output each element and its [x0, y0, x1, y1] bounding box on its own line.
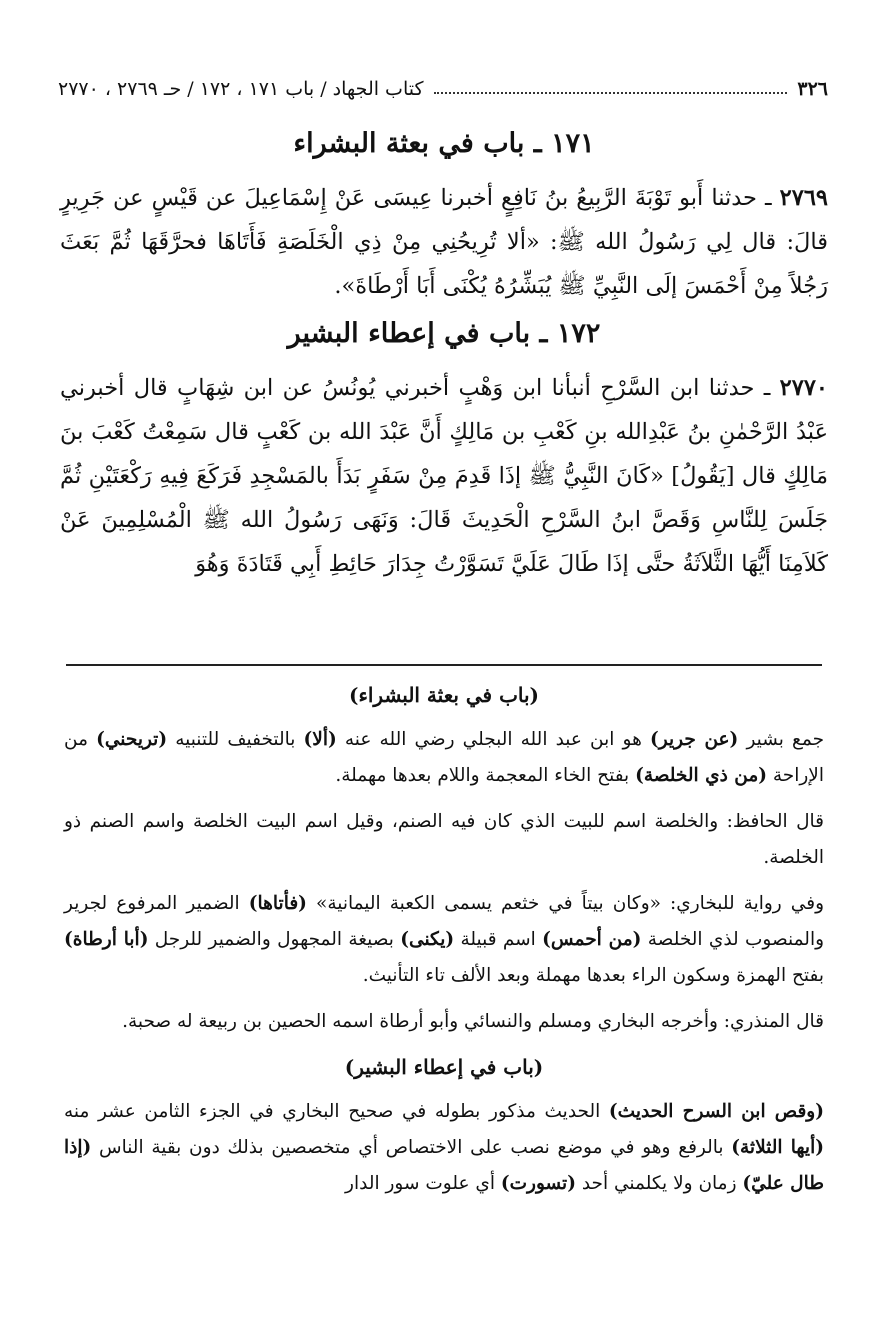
- main-text: [60, 124, 828, 592]
- text-run: اسم قبيلة: [454, 929, 543, 950]
- text-run: زمان ولا يكلمني أحد: [575, 1173, 743, 1194]
- bold-term: (تريحني): [96, 729, 168, 750]
- text-run: أي علوت سور الدار: [345, 1173, 501, 1194]
- commentary-heading-2: (باب في إعطاء البشير): [344, 1055, 544, 1079]
- chapter-heading-171: ١٧١ ـ باب في بعثة البشراء: [293, 128, 595, 159]
- text-run: جمع بشير: [738, 729, 825, 750]
- dotted-leader: [434, 92, 788, 94]
- bold-term: (فأتاها): [248, 893, 307, 914]
- commentary-paragraph: [64, 886, 824, 994]
- bold-term: (ألا): [303, 729, 337, 750]
- footnote-separator: [66, 664, 822, 666]
- bold-term: (إذا طال عليّ): [64, 1137, 824, 1194]
- bold-term: (أيها الثلاثة): [731, 1137, 824, 1158]
- hadith-number: ٢٧٧٠: [779, 375, 828, 401]
- hadith-text: ـ حدثنا أَبو تَوْبَةَ الرَّبِيعُ بنُ نَافِعٍ أخبرنا عِيسَى عَنْ إِسْمَاعِيلَ عن قَيْسٍ عن جَرِيرٍ قالَ: قال لِي رَسُولُ الله ﷺ: «ألا تُرِيحُنِي مِنْ ذِي الْخَلَصَةِ فَأَتَاهَا فحرَّقَهَا ثُمَّ بَعَثَ رَجُلاً مِنْ أَحْمَسَ إلَى النَّبِيِّ ﷺ يُبَشِّرُهُ يُكْنَى أَبَا أَرْطَاةَ».: [60, 185, 828, 299]
- commentary: [64, 678, 824, 1212]
- hadith-number: ٢٧٦٩: [779, 185, 828, 211]
- text-run: بصيغة المجهول والضمير للرجل: [148, 929, 401, 950]
- hadith-2769: [60, 176, 828, 308]
- text-run: بفتح الخاء المعجمة واللام بعدها مهملة.: [335, 765, 636, 786]
- text-run: بفتح الهمزة وسكون الراء بعدها مهملة وبعد الألف تاء التأنيث.: [362, 965, 824, 986]
- text-run: الضمير المرفوع لجرير والمنصوب لذي الخلصة: [64, 893, 825, 950]
- text-run: من الإراحة: [64, 729, 824, 786]
- bold-term: (يكنى): [400, 929, 455, 950]
- text-run: وفي رواية للبخاري: «وكان بيتاً في خثعم يسمى الكعبة اليمانية»: [306, 893, 824, 914]
- commentary-heading-1: (باب في بعثة البشراء): [348, 683, 540, 707]
- text-run: الحديث مذكور بطوله في صحيح البخاري في الجزء الثامن عشر منه: [64, 1101, 609, 1122]
- commentary-paragraph: قال المنذري: وأخرجه البخاري ومسلم والنسائي وأبو أرطاة اسمه الحصين بن ربيعة له صحبة.: [122, 1011, 824, 1032]
- bold-term: (من ذي الخلصة): [635, 765, 767, 786]
- commentary-paragraph: [64, 722, 824, 794]
- chapter-heading-172: ١٧٢ ـ باب في إعطاء البشير: [287, 318, 601, 349]
- hadith-text: ـ حدثنا ابن السَّرْحِ أنبأنا ابن وَهْبٍ أخبرني يُونُسُ عن ابن شِهَابٍ قال أخبرني عَبْدُ الرَّحْمٰنِ بنُ عَبْدِالله بنِ كَعْبِ بن مَالِكٍ أَنَّ عَبْدَ الله بن كَعْبٍ قال سَمِعْتُ كَعْبَ بنَ مَالِكٍ قال [يَقُولُ] «كَانَ النَّبِيُّ ﷺ إذَا قَدِمَ مِنْ سَفَرٍ بَدَأَ بالمَسْجِدِ فَرَكَعَ فِيهِ رَكْعَتَيْنِ ثُمَّ جَلَسَ لِلنَّاسِ وَقَصَّ ابنُ السَّرْحِ الْحَدِيثَ قَالَ: وَنَهَى رَسُولُ الله ﷺ الْمُسْلِمِينَ عَنْ كَلاَمِنَا أَيُّهَا الثَّلاَثَةُ حتَّى إذَا طَالَ عَلَيَّ تَسَوَّرْتُ جِدَارَ حَائِطِ أَبِي قَتَادَةَ وَهُوَ: [60, 375, 828, 577]
- commentary-paragraph: قال الحافظ: والخلصة اسم للبيت الذي كان فيه الصنم، وقيل اسم البيت الخلصة واسم الصنم ذو الخلصة.: [64, 811, 824, 868]
- text-run: بالرفع وهو في موضع نصب على الاختصاص أي متخصصين بذلك دون بقية الناس: [91, 1137, 732, 1158]
- commentary-paragraph: [64, 1094, 824, 1202]
- bold-term: (تسورت): [500, 1173, 576, 1194]
- text-run: هو ابن عبد الله البجلي رضي الله عنه: [336, 729, 650, 750]
- bold-term: (وقص ابن السرح الحديث): [608, 1101, 824, 1122]
- page-number: ٣٢٦: [797, 78, 828, 100]
- hadith-2770: [60, 366, 828, 586]
- bold-term: (من أحمس): [542, 929, 642, 950]
- bold-term: (أبا أرطاة): [64, 929, 149, 950]
- running-header: [58, 74, 828, 104]
- running-title: كتاب الجهاد / باب ١٧١ ، ١٧٢ / حـ ٢٧٦٩ ، ٢٧٧٠: [58, 78, 424, 100]
- bold-term: (عن جرير): [650, 729, 739, 750]
- text-run: بالتخفيف للتنبيه: [167, 729, 304, 750]
